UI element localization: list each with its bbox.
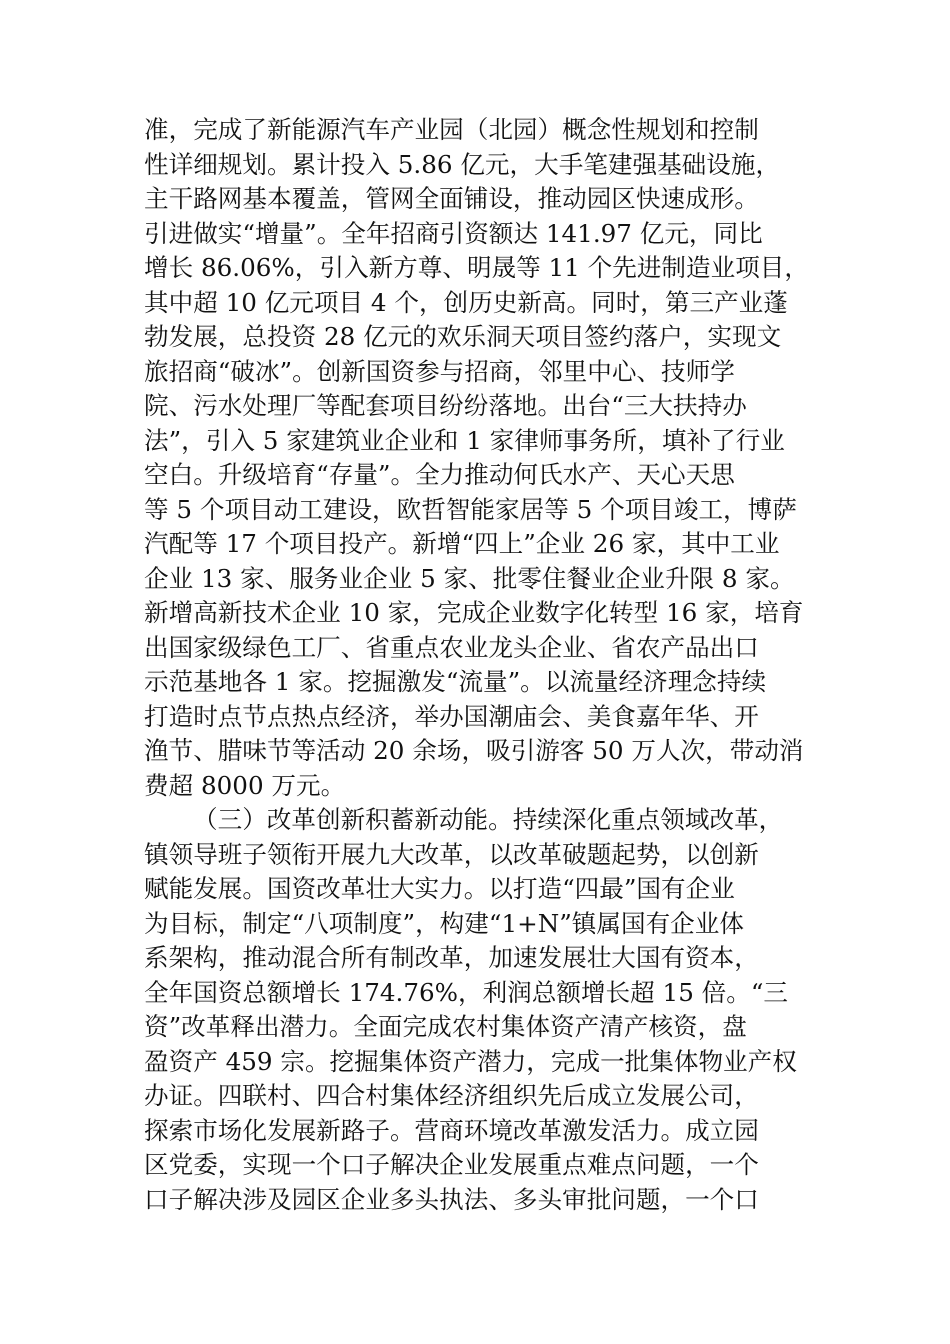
text-line: 引进做实“增量”。全年招商引资额达 141.97 亿元，同比 bbox=[144, 218, 763, 248]
text-line: 企业 13 家、服务业企业 5 家、批零住餐业企业升限 8 家。 bbox=[144, 563, 795, 593]
section-heading-line: （三）改革创新积蓄新动能。持续深化重点领域改革， bbox=[193, 805, 784, 834]
text-line: 镇领导班子领衔开展九大改革，以改革破题起势，以创新 bbox=[144, 839, 759, 869]
text-line: 口子解决涉及园区企业多头执法、多头审批问题，一个口 bbox=[144, 1184, 759, 1214]
text-line: 其中超 10 亿元项目 4 个，创历史新高。同时，第三产业蓬 bbox=[144, 287, 788, 317]
text-line: 渔节、腊味节等活动 20 余场，吸引游客 50 万人次，带动消 bbox=[144, 736, 804, 765]
text-line: 为目标，制定“八项制度”，构建“1+N”镇属国有企业体 bbox=[144, 908, 744, 938]
text-line: 汽配等 17 个项目投产。新增“四上”企业 26 家，其中工业 bbox=[144, 529, 780, 558]
text-line: 资”改革释出潜力。全面完成农村集体资产清产核资，盘 bbox=[144, 1012, 747, 1041]
text-line: 性详细规划。累计投入 5.86 亿元，大手笔建强基础设施， bbox=[144, 149, 781, 179]
text-line: 区党委，实现一个口子解决企业发展重点难点问题，一个 bbox=[144, 1150, 759, 1179]
text-line: 旅招商“破冰”。创新国资参与招商，邻里中心、技师学 bbox=[144, 356, 735, 386]
text-line: 空白。升级培育“存量”。全力推动何氏水产、天心天思 bbox=[144, 460, 735, 489]
text-line: 等 5 个项目动工建设，欧哲智能家居等 5 个项目竣工，博萨 bbox=[144, 494, 797, 524]
text-line: 勃发展，总投资 28 亿元的欢乐洞天项目签约落户，实现文 bbox=[144, 322, 782, 351]
text-line: 示范基地各 1 家。挖掘激发“流量”。以流量经济理念持续 bbox=[144, 667, 767, 696]
text-line: 全年国资总额增长 174.76%，利润总额增长超 15 倍。“三 bbox=[144, 977, 789, 1007]
text-line: 办证。四联村、四合村集体经济组织先后成立发展公司， bbox=[144, 1081, 759, 1110]
text-line: 打造时点节点热点经济，举办国潮庙会、美食嘉年华、开 bbox=[144, 701, 759, 731]
text-line: 主干路网基本覆盖，管网全面铺设，推动园区快速成形。 bbox=[144, 184, 759, 213]
text-line: 准，完成了新能源汽车产业园（北园）概念性规划和控制 bbox=[144, 115, 759, 144]
document-body bbox=[144, 113, 844, 1217]
text-line: 新增高新技术企业 10 家，完成企业数字化转型 16 家，培育 bbox=[144, 598, 804, 627]
text-line: 增长 86.06%，引入新方尊、明晟等 11 个先进制造业项目， bbox=[144, 253, 809, 282]
text-line: 出国家级绿色工厂、省重点农业龙头企业、省农产品出口 bbox=[144, 632, 759, 662]
text-line: 院、污水处理厂等配套项目纷纷落地。出台“三大扶持办 bbox=[144, 391, 747, 420]
text-line: 盈资产 459 宗。挖掘集体资产潜力，完成一批集体物业产权 bbox=[144, 1046, 797, 1076]
text-line: 费超 8000 万元。 bbox=[144, 770, 346, 800]
text-line: 法”，引入 5 家建筑业企业和 1 家律师事务所，填补了行业 bbox=[144, 425, 785, 455]
text-line: 探索市场化发展新路子。营商环境改革激发活力。成立园 bbox=[144, 1115, 759, 1145]
text-line: 系架构，推动混合所有制改革，加速发展壮大国有资本， bbox=[144, 943, 759, 972]
text-line: 赋能发展。国资改革壮大实力。以打造“四最”国有企业 bbox=[144, 874, 735, 903]
